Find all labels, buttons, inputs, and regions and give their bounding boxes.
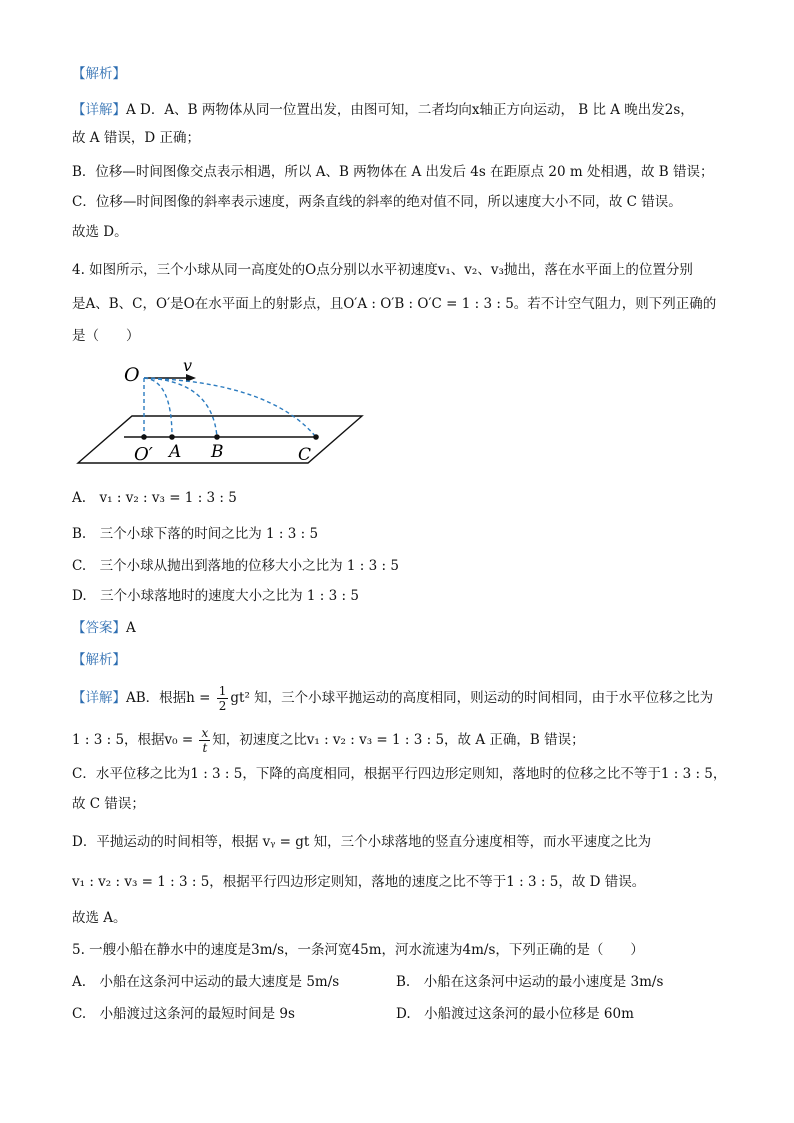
answer-value: A [126,620,136,636]
point-c [313,434,319,440]
q5-option-b: B. 小船在这条河中运动的最小速度是 3m/s [396,974,664,990]
q5-option-a: A. 小船在这条河中运动的最大速度是 5m/s [72,974,340,990]
q4-solution-line-1 [72,684,713,713]
fraction-half-num: 1 [218,684,227,698]
q3-detail-line-4: C．位移—时间图像的斜率表示速度，两条直线的斜率的绝对值不同，所以速度大小不同，故 C 错误。 [72,194,682,210]
q4-solution-line-2 [72,726,585,755]
point-a [169,434,175,440]
label-o-prime: O′ [134,444,153,465]
point-o-prime [141,434,147,440]
q4-option-a: A. v₁ : v₂ : v₃ = 1 : 3 : 5 [72,490,237,506]
q3-conclusion: 故选 D。 [72,224,128,240]
sol2-pre: 1 : 3 : 5，根据v₀ = [72,732,194,748]
label-o: O [124,364,140,386]
label-v: v [183,356,193,375]
fraction-half [217,684,229,713]
q4-answer [72,618,136,638]
label-b: B [211,442,224,462]
q4-option-b: B. 三个小球下落的时间之比为 1 : 3 : 5 [72,526,319,542]
q3-detail-line-1 [72,100,694,120]
trajectory-a [144,378,172,437]
q4-solution-line-6: v₁ : v₂ : v₃ = 1 : 3 : 5，根据平行四边形定则知，落地的速度之比不等于1 : 3 : 5，故 D 错误。 [72,874,646,890]
q3-detail-line-3: B．位移—时间图像交点表示相遇，所以 A、B 两物体在 A 出发后 4s 在距原点 20 m 处相遇，故 B 错误； [72,164,714,180]
fraction-t-den: t [202,741,208,755]
label-c: C [298,445,312,465]
sol2-post: 知，初速度之比v₁ : v₂ : v₃ = 1 : 3 : 5，故 A 正确，B 错误； [212,732,585,748]
analysis-tag-q3: 【解析】 [72,66,126,82]
trajectory-b [144,378,217,437]
sol1-pre: AB．根据h = [126,690,211,706]
q4-stem-line-3: 是（ ） [72,328,140,344]
answer-tag: 【答案】 [72,620,126,636]
q5-option-d: D. 小船渡过这条河的最小位移是 60m [396,1006,634,1022]
q5-option-c: C. 小船渡过这条河的最短时间是 9s [72,1006,295,1022]
projectile-figure [70,356,370,471]
q4-stem-line-1: 4. 如图所示，三个小球从同一高度处的O点分别以水平初速度v₁、v₂、v₃抛出，落在水平面上的位置分别 [72,262,693,278]
q4-option-c: C. 三个小球从抛出到落地的位移大小之比为 1 : 3 : 5 [72,558,399,574]
q3-detail-line-2: 故 A 错误，D 正确； [72,130,200,146]
q4-solution-line-3: C．水平位移之比为1 : 3 : 5，下降的高度相同，根据平行四边形定则知，落地时的位移之比不等于1 : 3 : 5， [72,766,727,782]
fraction-x-over-t [199,726,210,755]
q4-option-d: D. 三个小球落地时的速度大小之比为 1 : 3 : 5 [72,588,359,604]
fraction-half-den: 2 [218,699,227,713]
fraction-x-num: x [201,726,209,740]
q4-solution-line-4: 故 C 错误； [72,796,145,812]
q5-stem: 5. 一艘小船在静水中的速度是3m/s，一条河宽45m，河水流速为4m/s，下列正确的是（ ） [72,942,644,958]
detail-tag-q4: 【详解】 [72,690,126,706]
q4-conclusion: 故选 A。 [72,910,127,926]
q4-stem-line-2: 是A、B、C，O′是O在水平面上的射影点，且O′A : O′B : O′C = 1 : 3 : 5。若不计空气阻力，则下列正确的 [72,296,717,312]
q3-line1-text: A D．A、B 两物体从同一位置出发，由图可知，二者均向x轴正方向运动， B 比 A 晚出发2s， [126,102,694,118]
q4-solution-line-5: D．平抛运动的时间相等，根据 vᵧ = gt 知，三个小球落地的竖直分速度相等，而水平速度之比为 [72,834,652,850]
analysis-tag-q4: 【解析】 [72,652,126,668]
sol1-post: gt² 知，三个小球平抛运动的高度相同，则运动的时间相同，由于水平位移之比为 [230,690,714,706]
label-a: A [169,442,182,462]
detail-tag-q3: 【详解】 [72,102,126,118]
point-b [214,434,220,440]
